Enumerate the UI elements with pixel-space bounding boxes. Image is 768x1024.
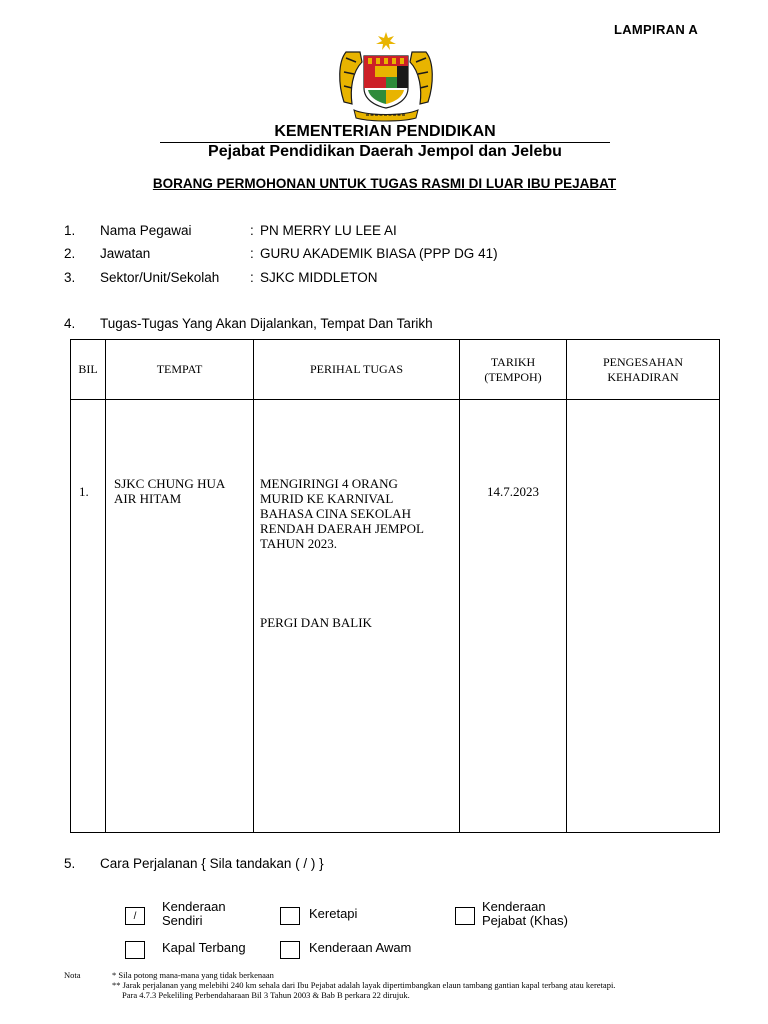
checkbox-kenderaan-pejabat[interactable] [455, 907, 475, 925]
option-kenderaan-awam: Kenderaan Awam [309, 940, 412, 955]
field-value: PN MERRY LU LEE AI [260, 223, 397, 238]
header-perihal: PERIHAL TUGAS [254, 340, 460, 400]
section-title: Tugas-Tugas Yang Akan Dijalankan, Tempat Dan Tarikh [100, 316, 433, 331]
perihal-line: PERGI DAN BALIK [260, 615, 372, 630]
perihal-line: BAHASA CINA SEKOLAH [260, 506, 411, 521]
perihal-line: MURID KE KARNIVAL [260, 491, 394, 506]
option-kenderaan-sendiri [162, 900, 226, 928]
checkbox-keretapi[interactable] [280, 907, 300, 925]
field-number: 3. [64, 270, 76, 285]
lampiran-label: LAMPIRAN A [614, 22, 699, 37]
footnote-line: * Sila potong mana-mana yang tidak berkenaan [112, 970, 274, 980]
header-tarikh-line1: TARIKH [490, 354, 536, 369]
form-title: BORANG PERMOHONAN UNTUK TUGAS RASMI DI LUAR IBU PEJABAT [152, 176, 617, 191]
field-jawatan [64, 246, 704, 264]
table-row [71, 400, 720, 833]
field-value: GURU AKADEMIK BIASA (PPP DG 41) [260, 246, 498, 261]
field-number: 2. [64, 246, 76, 261]
footnote-label: Nota [64, 970, 81, 980]
header-tarikh [460, 340, 567, 400]
option-label-line: Sendiri [162, 913, 203, 928]
option-kapal-terbang: Kapal Terbang [162, 940, 246, 955]
header-pengesahan-line2: KEHADIRAN [607, 369, 679, 384]
field-label: Nama Pegawai [100, 223, 192, 238]
option-keretapi: Keretapi [309, 906, 358, 921]
tempat-line: SJKC CHUNG HUA [114, 476, 226, 491]
cell-bil: 1. [71, 400, 106, 833]
field-number: 1. [64, 223, 76, 238]
footnote-line: Para 4.7.3 Pekeliling Perbendaharaan Bil 3 Tahun 2003 & Bab B perkara 22 dirujuk. [122, 990, 410, 1000]
perihal-line: MENGIRINGI 4 ORANG [260, 476, 398, 491]
duties-table [70, 339, 720, 833]
field-colon: : [250, 223, 254, 238]
header-tarikh-line2: (TEMPOH) [484, 369, 542, 384]
checkbox-kenderaan-awam[interactable] [280, 941, 300, 959]
cell-perihal [254, 400, 460, 833]
option-label-line: Pejabat (Khas) [482, 913, 568, 928]
field-nama-pegawai [64, 223, 704, 241]
option-kenderaan-pejabat [482, 900, 568, 928]
cell-tarikh: 14.7.2023 [460, 400, 567, 833]
field-value: SJKC MIDDLETON [260, 270, 378, 285]
option-label-line: Kenderaan [162, 899, 226, 914]
cell-pengesahan[interactable] [567, 400, 720, 833]
header-pengesahan-line1: PENGESAHAN [602, 354, 683, 369]
field-label: Sektor/Unit/Sekolah [100, 270, 220, 285]
office-title: Pejabat Pendidikan Daerah Jempol dan Jelebu [208, 143, 562, 160]
field-sektor [64, 270, 704, 288]
header-bil: BIL [71, 340, 106, 400]
field-colon: : [250, 246, 254, 261]
table-header-row [71, 340, 720, 400]
checkbox-kapal-terbang[interactable] [125, 941, 145, 959]
footnote-line: ** Jarak perjalanan yang melebihi 240 km sehala dari Ibu Pejabat adalah layak dipertimbangkan elaun tambang gantian kapal terbang atau keretapi. [112, 980, 616, 990]
header-pengesahan [567, 340, 720, 400]
coat-of-arms-logo [332, 32, 440, 122]
tempat-line: AIR HITAM [114, 491, 182, 506]
option-label-line: Kenderaan [482, 899, 546, 914]
header-tempat: TEMPAT [106, 340, 254, 400]
perihal-line: TAHUN 2023. [260, 536, 337, 551]
cell-tempat [106, 400, 254, 833]
ministry-title: KEMENTERIAN PENDIDIKAN [160, 122, 610, 143]
field-colon: : [250, 270, 254, 285]
checkbox-kenderaan-sendiri[interactable]: / [125, 907, 145, 925]
section-number: 5. [64, 856, 76, 871]
section-title: Cara Perjalanan { Sila tandakan ( / ) } [100, 856, 324, 871]
perihal-line: RENDAH DAERAH JEMPOL [260, 521, 424, 536]
field-label: Jawatan [100, 246, 151, 261]
section-number: 4. [64, 316, 76, 331]
